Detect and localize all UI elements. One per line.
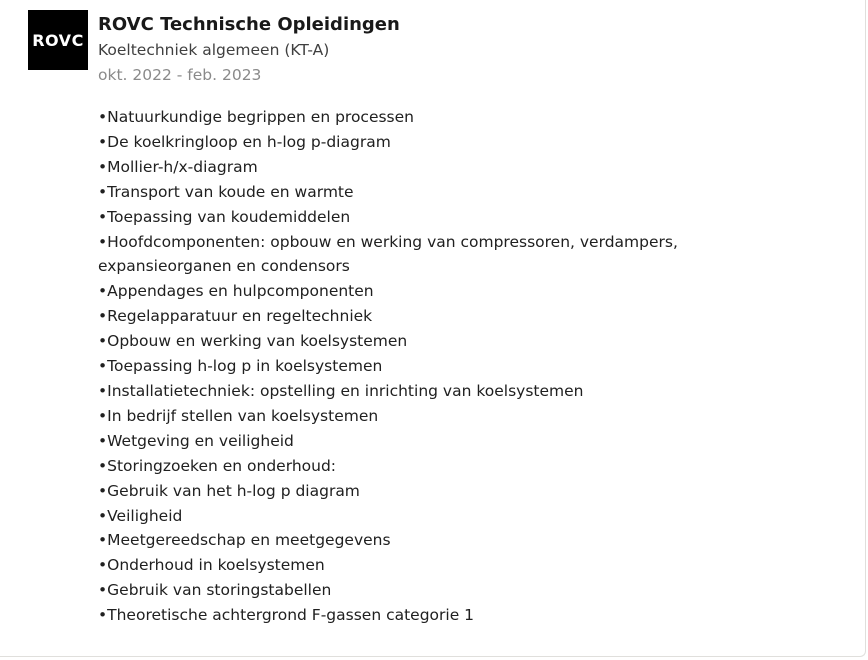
description-line: •Wetgeving en veiligheid bbox=[98, 431, 294, 450]
description-line: •Hoofdcomponenten: opbouw en werking van compressoren, verdampers, bbox=[98, 232, 678, 251]
description-line: •Appendages en hulpcomponenten bbox=[98, 282, 374, 301]
school-logo[interactable] bbox=[28, 10, 88, 70]
description-line: •Transport van koude en warmte bbox=[98, 182, 354, 201]
description-line: •Mollier-h/x-diagram bbox=[98, 157, 258, 176]
description-line: •Natuurkundige begrippen en processen bbox=[98, 108, 414, 126]
description-line: •Gebruik van storingstabellen bbox=[98, 581, 332, 600]
degree-title: Koeltechniek algemeen (KT-A) bbox=[98, 41, 330, 59]
education-header bbox=[98, 13, 400, 87]
description-line: •Theoretische achtergrond F-gassen categorie 1 bbox=[98, 606, 475, 625]
description-line: •Installatietechniek: opstelling en inrichting van koelsystemen bbox=[98, 381, 584, 400]
school-name[interactable]: ROVC Technische Opleidingen bbox=[98, 14, 400, 35]
description-line: expansieorganen en condensors bbox=[98, 257, 350, 276]
date-range: okt. 2022 - feb. 2023 bbox=[98, 66, 262, 84]
description-line: •In bedrijf stellen van koelsystemen bbox=[98, 406, 379, 425]
description-line: •Veiligheid bbox=[98, 506, 183, 525]
description-line: •De koelkringloop en h-log p-diagram bbox=[98, 132, 391, 151]
description-line: •Gebruik van het h-log p diagram bbox=[98, 481, 360, 500]
description-line: •Toepassing h-log p in koelsystemen bbox=[98, 357, 383, 376]
education-description bbox=[98, 105, 838, 628]
description-line: •Opbouw en werking van koelsystemen bbox=[98, 332, 408, 351]
description-line: •Toepassing van koudemiddelen bbox=[98, 207, 351, 226]
description-line: •Meetgereedschap en meetgegevens bbox=[98, 531, 391, 550]
description-line: •Storingzoeken en onderhoud: bbox=[98, 456, 337, 475]
description-line: •Onderhoud in koelsystemen bbox=[98, 556, 325, 575]
school-logo-text: ROVC bbox=[32, 30, 84, 50]
description-line: •Regelapparatuur en regeltechniek bbox=[98, 307, 373, 326]
